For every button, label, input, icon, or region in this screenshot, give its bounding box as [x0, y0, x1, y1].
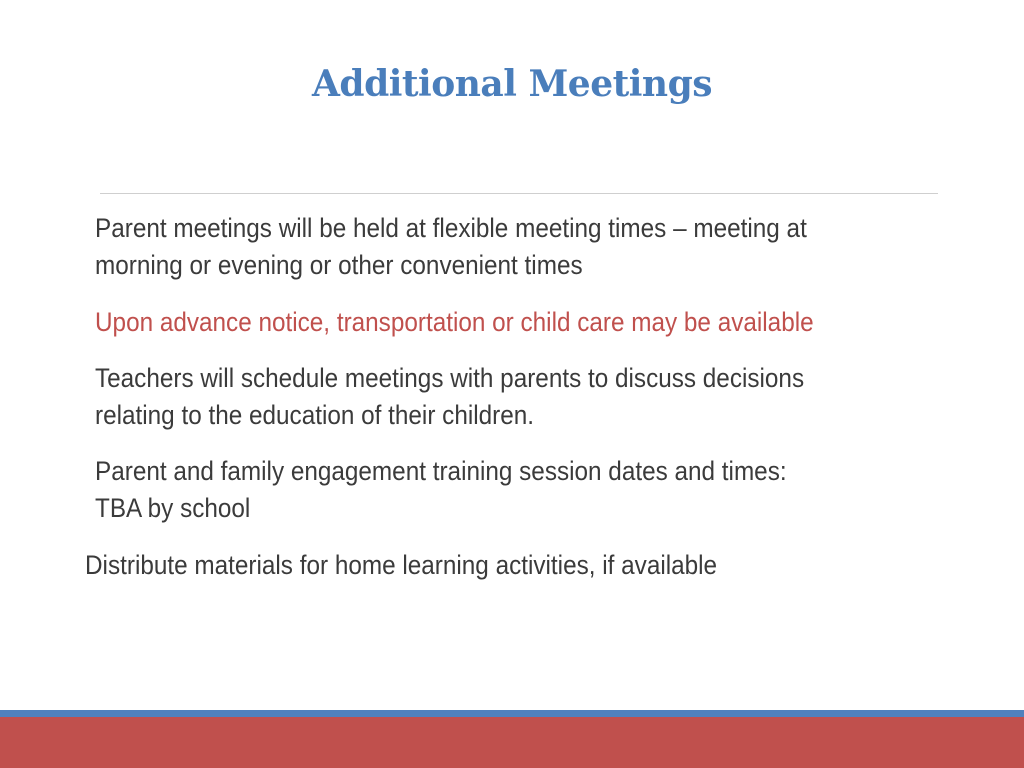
footer-blue-band	[0, 710, 1024, 717]
paragraph-teacher-meetings	[95, 360, 804, 434]
paragraph-line: Parent meetings will be held at flexible meeting times – meeting at	[95, 213, 807, 243]
paragraph-line: Teachers will schedule meetings with parents to discuss decisions	[95, 363, 805, 393]
paragraph-line: Parent and family engagement training session dates and times:	[95, 456, 787, 486]
footer-red-band	[0, 717, 1024, 768]
paragraph-flexible-meetings	[95, 210, 807, 284]
title-divider	[100, 193, 938, 194]
paragraph-line: morning or evening or other convenient times	[95, 250, 583, 280]
slide-title: Additional Meetings	[311, 63, 713, 105]
paragraph-line: relating to the education of their children.	[95, 400, 535, 430]
paragraph-engagement-training	[95, 453, 787, 527]
paragraph-line: Distribute materials for home learning activities, if available	[85, 550, 718, 580]
paragraph-line: Upon advance notice, transportation or child care may be available	[95, 307, 814, 337]
paragraph-home-learning-materials	[85, 547, 717, 584]
paragraph-line: TBA by school	[95, 493, 251, 523]
paragraph-transportation-childcare	[95, 304, 814, 341]
